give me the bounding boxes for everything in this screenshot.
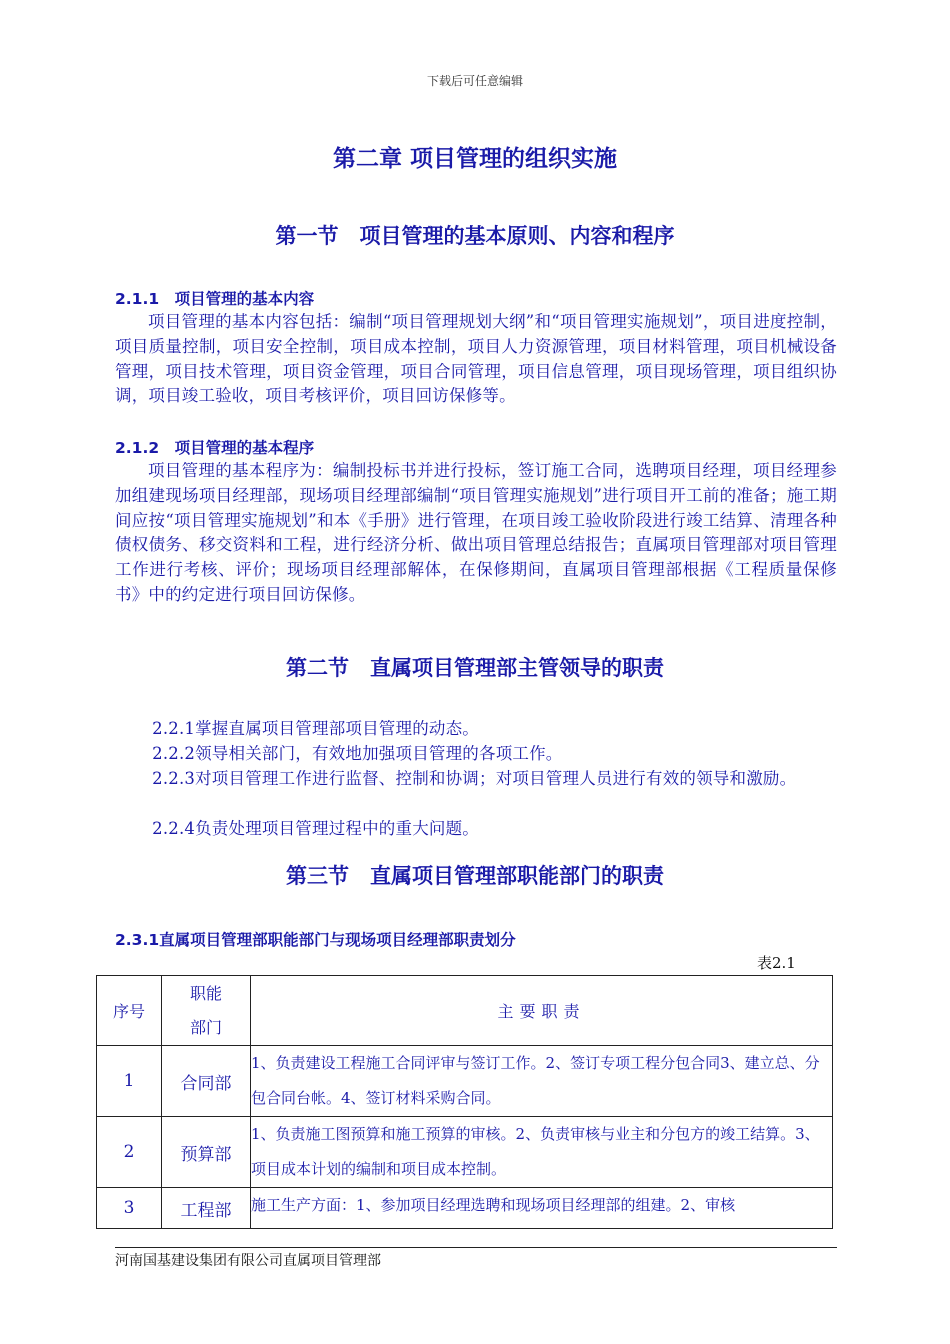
subsection-2-1-1-text: 项目管理的基本内容包括：编制“项目管理规划大纲”和“项目管理实施规划”，项目进度控制，项目质量控制，项目安全控制，项目成本控制，项目人力资源管理，项目材料管理，项目机械设备管理，项目技术管理，项目资金管理，项目合同管理，项目信息管理，项目现场管理，项目组织协调，项目竣工验收，项目考核评价，项目回访保修等。 (115, 312, 837, 406)
header-dept (162, 976, 251, 1046)
table-row (97, 1188, 833, 1229)
duty-item-2-2-3: 2.2.3对项目管理工作进行监督、控制和协调；对项目管理人员进行有效的领导和激励。 (152, 769, 797, 788)
row-no: 2 (97, 1117, 162, 1188)
header-dept-line2: 部门 (189, 1017, 222, 1037)
subsection-2-1-1-heading: 2.1.1 项目管理的基本内容 (115, 290, 315, 308)
footer-company: 河南国基建设集团有限公司直属项目管理部 (115, 1253, 381, 1269)
section-2-title: 第二节 直属项目管理部主管领导的职责 (286, 656, 664, 680)
row-duty: 施工生产方面：1、参加项目经理选聘和现场项目经理部的组建。2、审核 (251, 1188, 833, 1229)
header-duty: 主要职责 (251, 976, 833, 1046)
row-no: 3 (97, 1188, 162, 1229)
table-caption: 表2.1 (757, 954, 796, 972)
row-dept: 工程部 (162, 1188, 251, 1229)
table-row (97, 1117, 833, 1188)
section-1-title: 第一节 项目管理的基本原则、内容和程序 (275, 224, 675, 248)
duty-division-table (96, 975, 833, 1229)
row-dept: 合同部 (162, 1046, 251, 1117)
row-duty: 1、负责建设工程施工合同评审与签订工作。2、签订专项工程分包合同3、建立总、分包合同台帐。4、签订材料采购合同。 (251, 1046, 833, 1117)
duty-item-2-2-2: 2.2.2领导相关部门，有效地加强项目管理的各项工作。 (152, 744, 563, 763)
header-dept-line1: 职能 (189, 983, 222, 1003)
subsection-2-1-2-text: 项目管理的基本程序为：编制投标书并进行投标，签订施工合同，选聘项目经理，项目经理参加组建现场项目经理部，现场项目经理部编制“项目管理实施规划”进行项目开工前的准备；施工期间应按“项目管理实施规划”和本《手册》进行管理，在项目竣工验收阶段进行竣工结算、清理各种债权债务、移交资料和工程，进行经济分析、做出项目管理总结报告；直属项目管理部对项目管理工作进行考核、评价；现场项目经理部解体，在保修期间，直属项目管理部根据《工程质量保修书》中的约定进行项目回访保修。 (115, 461, 837, 604)
header-note: 下载后可任意编辑 (426, 74, 523, 88)
duty-item-2-2-4: 2.2.4负责处理项目管理过程中的重大问题。 (152, 819, 480, 838)
row-dept: 预算部 (162, 1117, 251, 1188)
row-duty: 1、负责施工图预算和施工预算的审核。2、负责审核与业主和分包方的竣工结算。3、项目成本计划的编制和项目成本控制。 (251, 1117, 833, 1188)
footer-divider (115, 1247, 837, 1248)
chapter-title: 第二章 项目管理的组织实施 (332, 146, 617, 172)
row-no: 1 (97, 1046, 162, 1117)
subsection-2-1-2-heading: 2.1.2 项目管理的基本程序 (115, 439, 315, 457)
subsection-2-3-1-heading: 2.3.1直属项目管理部职能部门与现场项目经理部职责划分 (115, 931, 516, 949)
duty-item-2-2-1: 2.2.1掌握直属项目管理部项目管理的动态。 (152, 719, 480, 738)
section-3-title: 第三节 直属项目管理部职能部门的职责 (286, 864, 664, 888)
header-no: 序号 (97, 976, 162, 1046)
table-row (97, 1046, 833, 1117)
table-header-row (97, 976, 833, 1046)
